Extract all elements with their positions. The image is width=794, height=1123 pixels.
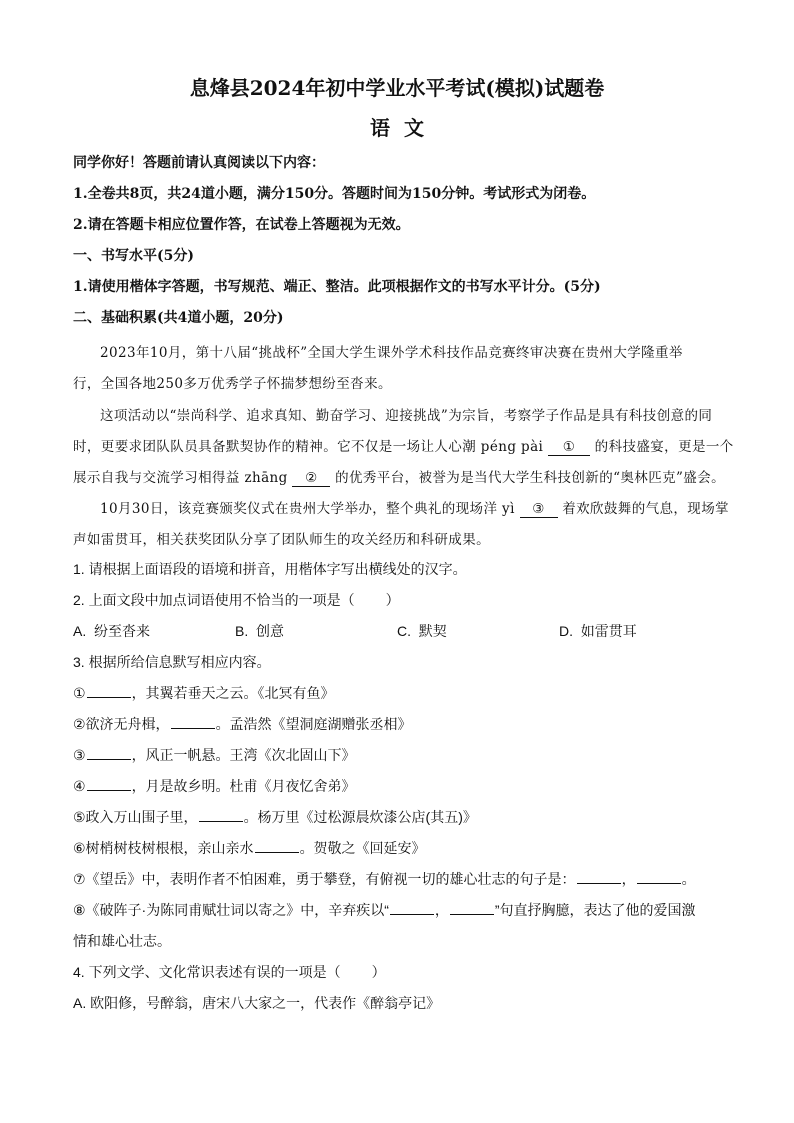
recite-text: ， bbox=[621, 871, 636, 887]
passage-text: 展示自我与交流学习相得益 zhāng bbox=[73, 470, 288, 486]
passage-p1-line1: 2023年10月，第十八届“挑战杯”全国大学生课外学术科技作品竞赛终审决赛在贵州大学隆重举 bbox=[100, 345, 683, 361]
option-a[interactable]: A. 纷至沓来 bbox=[73, 623, 151, 639]
answer-blank[interactable] bbox=[450, 900, 494, 915]
section-1-heading: 一、书写水平(5分) bbox=[73, 248, 194, 264]
notice-item-1: 1.全卷共8页，共24道小题，满分150分。答题时间为150分钟。考试形式为闭卷。 bbox=[73, 186, 596, 202]
notice-greeting: 同学你好！答题前请认真阅读以下内容： bbox=[73, 155, 325, 171]
fill-blank-1[interactable]: ① bbox=[548, 440, 590, 456]
recite-text: ，其翼若垂天之云。《北冥有鱼》 bbox=[131, 685, 335, 701]
passage-text: 时，更要求团队队员具备默契协作的精神。它不仅是一场让人心潮 péng pài bbox=[73, 439, 544, 455]
recite-text: 。贺敬之《回延安》 bbox=[299, 840, 426, 856]
recite-text: ，风正一帆悬。王湾《次北固山下》 bbox=[131, 747, 356, 763]
question-1: 1. 请根据上面语段的语境和拼音，用楷体字写出横线处的汉字。 bbox=[73, 561, 467, 577]
recite-item-3 bbox=[73, 745, 734, 765]
recite-text: ④ bbox=[73, 778, 86, 794]
recite-text: ③ bbox=[73, 747, 86, 763]
section-2-heading: 二、基础积累(共4道小题，20分) bbox=[73, 310, 284, 326]
recite-text: ⑧《破阵子·为陈同甫赋壮词以寄之》中，辛弃疾以“ bbox=[73, 902, 389, 918]
answer-blank[interactable] bbox=[390, 900, 434, 915]
passage-p2-line1: 这项活动以“崇尚科学、追求真知、勤奋学习、迎接挑战”为宗旨，考察学子作品是具有科技创意的同 bbox=[100, 408, 713, 424]
recite-text: 。杨万里《过松源晨炊漆公店(其五)》 bbox=[243, 809, 477, 825]
option-b[interactable]: B. 创意 bbox=[235, 623, 285, 639]
passage-p3-line2: 声如雷贯耳，相关获奖团队分享了团队师生的攻关经历和科研成果。 bbox=[73, 532, 490, 548]
answer-blank[interactable] bbox=[577, 869, 621, 884]
option-c[interactable]: C. 默契 bbox=[397, 623, 447, 639]
passage-text: 的科技盛宴，更是一个 bbox=[594, 439, 734, 455]
recite-text: ⑤政入万山围子里， bbox=[73, 809, 198, 825]
recite-text: ”句直抒胸臆，表达了他的爱国激 bbox=[494, 902, 696, 918]
option-d[interactable]: D. 如雷贯耳 bbox=[559, 623, 637, 639]
recite-text: ⑦《望岳》中，表明作者不怕困难，勇于攀登，有俯视一切的雄心壮志的句子是： bbox=[73, 871, 576, 887]
answer-blank[interactable] bbox=[637, 869, 681, 884]
answer-blank[interactable] bbox=[171, 714, 215, 729]
recite-item-8 bbox=[73, 900, 734, 920]
fill-blank-3[interactable]: ③ bbox=[520, 502, 558, 518]
answer-blank[interactable] bbox=[87, 683, 131, 698]
passage-text: 着欢欣鼓舞的气息，现场掌 bbox=[562, 501, 730, 517]
question-4-option-a[interactable]: A. 欧阳修，号醉翁，唐宋八大家之一，代表作《醉翁亭记》 bbox=[73, 995, 441, 1011]
recite-item-6 bbox=[73, 838, 734, 858]
passage-p3-line1 bbox=[100, 497, 734, 518]
recite-item-5 bbox=[73, 807, 734, 827]
recite-text: 。 bbox=[681, 871, 696, 887]
recite-item-8-cont: 情和雄心壮志。 bbox=[73, 933, 171, 949]
passage-text: 10月30日，该竞赛颁奖仪式在贵州大学举办，整个典礼的现场洋 yì bbox=[100, 501, 515, 517]
section-1-question: 1.请使用楷体字答题，书写规范、端正、整洁。此项根据作文的书写水平计分。(5分) bbox=[73, 279, 601, 295]
question-3: 3. 根据所给信息默写相应内容。 bbox=[73, 654, 271, 670]
recite-text: ，月是故乡明。杜甫《月夜忆舍弟》 bbox=[131, 778, 356, 794]
recite-text: ① bbox=[73, 685, 86, 701]
question-2: 2. 上面文段中加点词语使用不恰当的一项是（ ） bbox=[73, 592, 400, 608]
exam-title: 息烽县2024年初中学业水平考试(模拟)试题卷 bbox=[189, 76, 605, 100]
answer-blank[interactable] bbox=[87, 776, 131, 791]
recite-text: 。孟浩然《望洞庭湖赠张丞相》 bbox=[215, 716, 412, 732]
answer-blank[interactable] bbox=[87, 745, 131, 760]
recite-item-1 bbox=[73, 683, 734, 703]
recite-text: ②欲济无舟楫， bbox=[73, 716, 170, 732]
recite-item-7 bbox=[73, 869, 734, 889]
recite-item-4 bbox=[73, 776, 734, 796]
answer-blank[interactable] bbox=[199, 807, 243, 822]
passage-p2-line3 bbox=[73, 466, 734, 487]
notice-item-2: 2.请在答题卡相应位置作答，在试卷上答题视为无效。 bbox=[73, 217, 410, 233]
recite-text: ⑥树梢树枝树根根，亲山亲水 bbox=[73, 840, 254, 856]
fill-blank-2[interactable]: ② bbox=[292, 471, 330, 487]
recite-text: ， bbox=[434, 902, 449, 918]
passage-p2-line2 bbox=[73, 435, 734, 456]
subject-title: 语 文 bbox=[370, 116, 424, 140]
recite-item-2 bbox=[73, 714, 734, 734]
passage-p1-line2: 行，全国各地250多万优秀学子怀揣梦想纷至沓来。 bbox=[73, 376, 392, 392]
question-4: 4. 下列文学、文化常识表述有误的一项是（ ） bbox=[73, 964, 386, 980]
passage-text: 的优秀平台，被誉为是当代大学生科技创新的“奥林匹克”盛会。 bbox=[335, 470, 725, 486]
answer-blank[interactable] bbox=[255, 838, 299, 853]
